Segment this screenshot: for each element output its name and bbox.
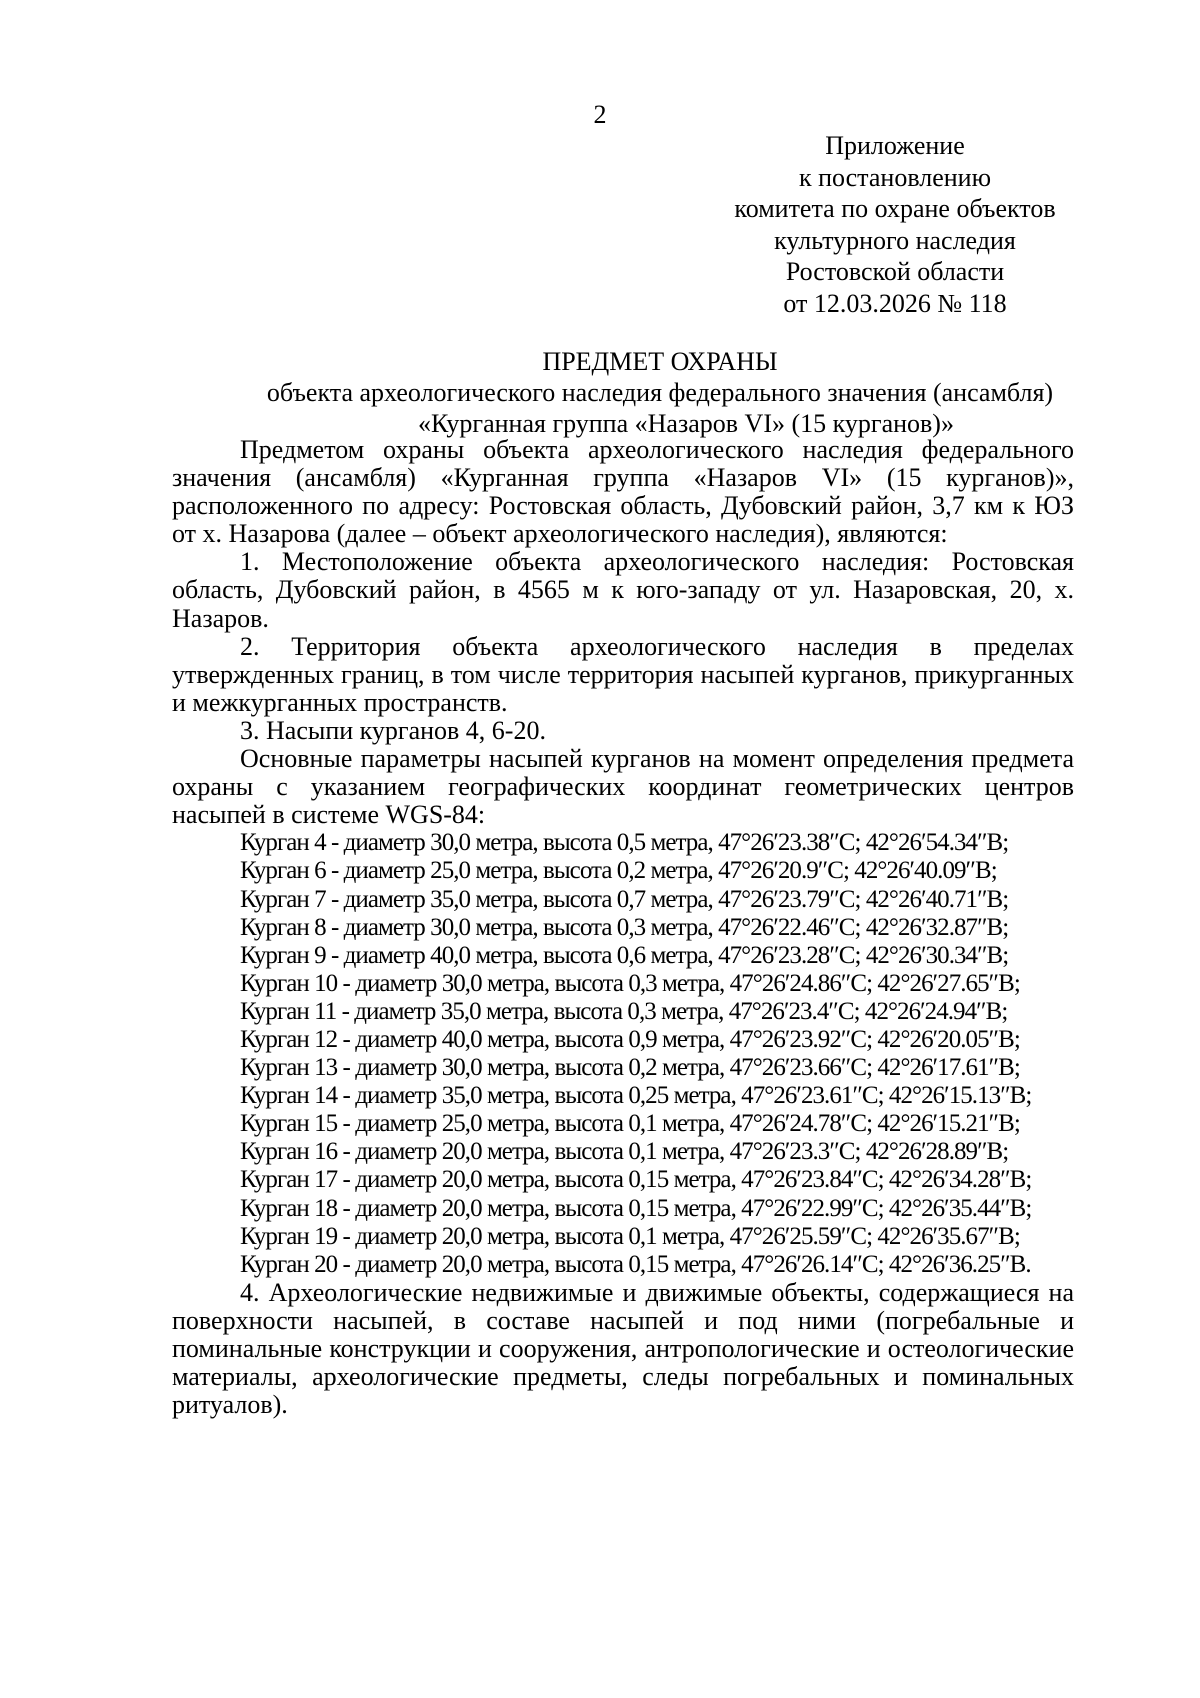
list-item: Курган 17 - диаметр 20,0 метра, высота 0,15 метра, 47°26′23.84″С; 42°26′34.28″В; (240, 1166, 1032, 1194)
list-item: Курган 15 - диаметр 25,0 метра, высота 0,1 метра, 47°26′24.78″С; 42°26′15.21″В; (240, 1110, 1020, 1138)
list-item: Курган 11 - диаметр 35,0 метра, высота 0,3 метра, 47°26′23.4″С; 42°26′24.94″В; (240, 997, 1008, 1025)
list-item: Курган 10 - диаметр 30,0 метра, высота 0,3 метра, 47°26′24.86″С; 42°26′27.65″В; (240, 969, 1020, 997)
list-item: Курган 6 - диаметр 25,0 метра, высота 0,2 метра, 47°26′20.9″С; 42°26′40.09″В; (240, 857, 997, 885)
list-item: Курган 9 - диаметр 40,0 метра, высота 0,6 метра, 47°26′23.28″С; 42°26′30.34″В; (240, 941, 1009, 969)
item-mounds: 3. Насыпи курганов 4, 6-20. (240, 715, 546, 745)
list-item: Курган 16 - диаметр 20,0 метра, высота 0,1 метра, 47°26′23.3″С; 42°26′28.89″В; (240, 1138, 1009, 1166)
list-item: Курган 13 - диаметр 30,0 метра, высота 0,2 метра, 47°26′23.66″С; 42°26′17.61″В; (240, 1054, 1020, 1082)
title-subtitle: объекта археологического наследия федерального значения (ансамбля) (266, 378, 1054, 407)
appendix-line: Приложение (825, 131, 965, 160)
document-body (172, 436, 1074, 1419)
appendix-line: культурного наследия (774, 225, 1016, 255)
appendix-block (730, 130, 1060, 319)
list-item: Курган 18 - диаметр 20,0 метра, высота 0,15 метра, 47°26′22.99″С; 42°26′35.44″В; (240, 1194, 1032, 1222)
appendix-line: Ростовской области (785, 257, 1005, 286)
list-item: Курган 20 - диаметр 20,0 метра, высота 0,15 метра, 47°26′26.14″С; 42°26′36.25″В. (240, 1250, 1031, 1278)
params-paragraph: Основные параметры насыпей курганов на момент определения предмета охраны с указанием географических координат геометрических центров насыпей в системе WGS-84: (172, 744, 1074, 830)
list-item: Курган 14 - диаметр 35,0 метра, высота 0,25 метра, 47°26′23.61″С; 42°26′15.13″В; (240, 1082, 1032, 1110)
appendix-line: комитета по охране объектов (734, 194, 1056, 223)
title-heading: ПРЕДМЕТ ОХРАНЫ (542, 347, 778, 376)
title-object-name: «Курганная группа «Назаров VI» (15 курганов)» (418, 409, 954, 438)
appendix-line: от 12.03.2026 № 118 (783, 288, 1007, 318)
page-number: 2 (593, 100, 607, 129)
list-item: Курган 4 - диаметр 30,0 метра, высота 0,5 метра, 47°26′23.38″С; 42°26′54.34″В; (240, 829, 1009, 857)
appendix-line: к постановлению (798, 162, 992, 192)
list-item: Курган 8 - диаметр 30,0 метра, высота 0,3 метра, 47°26′22.46″С; 42°26′32.87″В; (240, 913, 1009, 941)
kurgan-list (172, 829, 1074, 1279)
document-title (160, 346, 1160, 439)
list-item: Курган 12 - диаметр 40,0 метра, высота 0,9 метра, 47°26′23.92″С; 42°26′20.05″В; (240, 1025, 1020, 1053)
list-item: Курган 19 - диаметр 20,0 метра, высота 0,1 метра, 47°26′25.59″С; 42°26′35.67″В; (240, 1222, 1020, 1250)
item-territory: 2. Территория объекта археологического наследия в пределах утвержденных границ, в том числе территория насыпей курганов, прикурганных и межкурганных пространств. (172, 631, 1074, 717)
item-objects: 4. Археологические недвижимые и движимые объекты, содержащиеся на поверхности насыпей, в составе насыпей и под ними (погребальные и поминальные конструкции и сооружения, антропологические и остеологические материалы, археологические предметы, следы погребальных и поминальных ритуалов). (172, 1277, 1074, 1420)
intro-paragraph: Предметом охраны объекта археологического наследия федерального значения (ансамбля) «Курганная группа «Назаров VI» (15 курганов)», расположенного по адресу: Ростовская область, Дубовский район, 3,7 км к ЮЗ от х. Назарова (далее – объект археологического наследия), являются: (172, 435, 1074, 549)
item-location: 1. Местоположение объекта археологического наследия: Ростовская область, Дубовский район, в 4565 м к юго-западу от ул. Назаровская, 20, х. Назаров. (172, 547, 1074, 633)
list-item: Курган 7 - диаметр 35,0 метра, высота 0,7 метра, 47°26′23.79″С; 42°26′40.71″В; (240, 885, 1009, 913)
